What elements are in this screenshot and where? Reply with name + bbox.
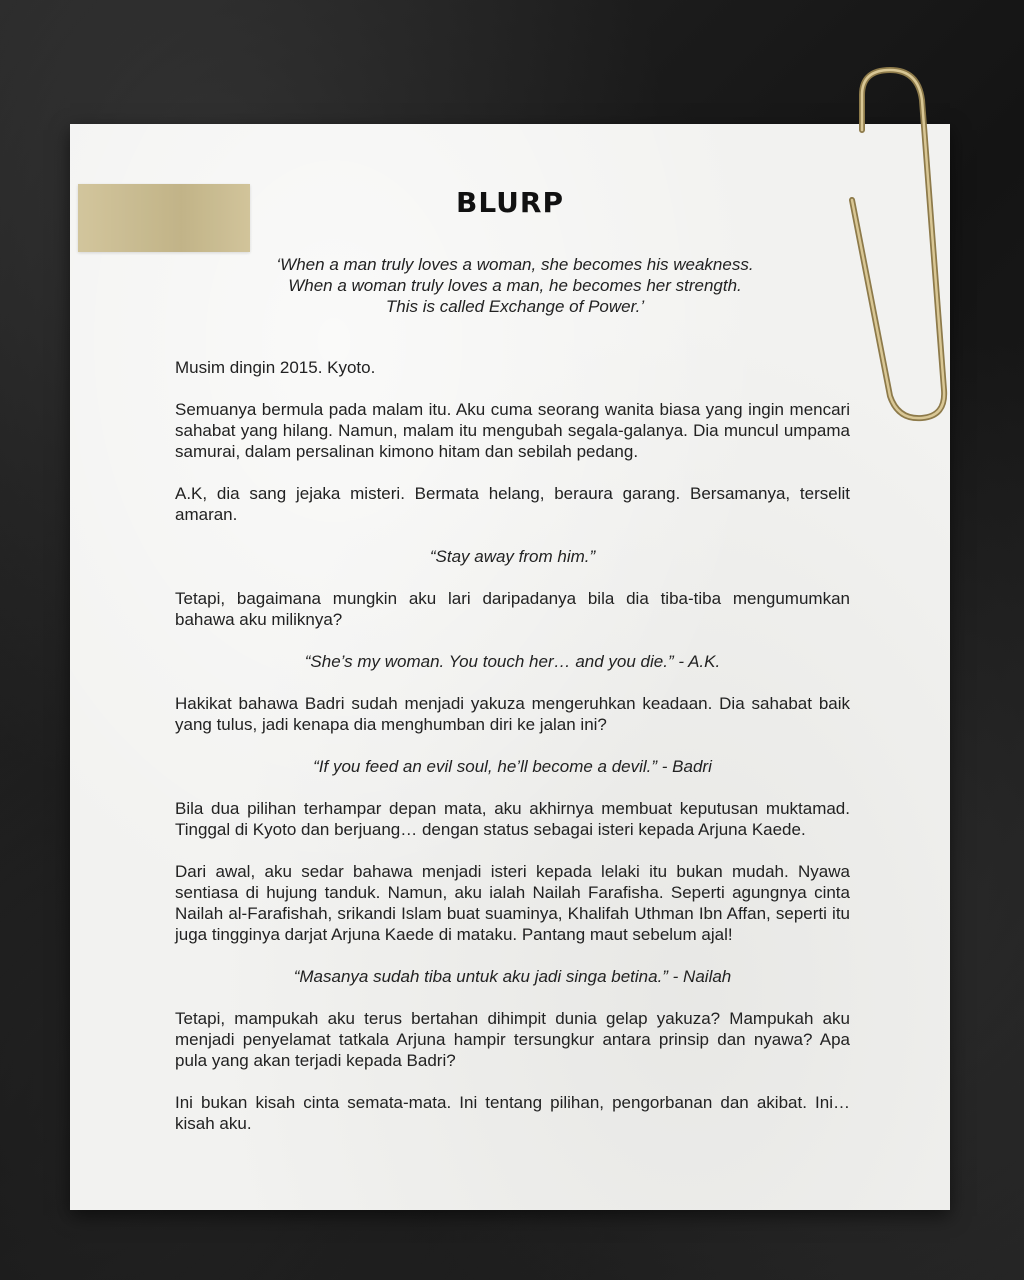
paragraph: Musim dingin 2015. Kyoto. — [175, 358, 376, 377]
epigraph-line: When a woman truly loves a man, he becomes her strength. — [288, 276, 742, 295]
paragraph: Semuanya bermula pada malam itu. Aku cuma seorang wanita biasa yang ingin mencari sahabat yang hilang. Namun, malam itu mengubah segala-galanya. Dia muncul umpama samurai, dalam persalinan kimono hitam dan sebilah pedang. — [175, 400, 850, 461]
paragraph: Tetapi, mampukah aku terus bertahan dihimpit dunia gelap yakuza? Mampukah aku menjadi penyelamat tatkala Arjuna hampir tersungkur antara prinsip dan nyawa? Apa pula yang akan terjadi kepada Badri? — [175, 1009, 850, 1070]
quote: “She’s my woman. You touch her… and you die.” - A.K. — [304, 652, 721, 671]
epigraph — [200, 254, 830, 317]
paragraph: Tetapi, bagaimana mungkin aku lari daripadanya bila dia tiba-tiba mengumumkan bahawa aku miliknya? — [175, 589, 850, 629]
blurb-body — [175, 357, 850, 1134]
epigraph-line: ‘When a man truly loves a woman, she becomes his weakness. — [276, 255, 754, 274]
paragraph: Dari awal, aku sedar bahawa menjadi isteri kepada lelaki itu bukan mudah. Nyawa sentiasa di hujung tanduk. Namun, aku ialah Nailah Farafisha. Seperti agungnya cinta Nailah al-Farafishah, srikandi Islam buat suaminya, Khalifah Uthman Ibn Affan, seperti itu juga tingginya darjat Arjuna Kaede di mataku. Pantang maut sebelum ajal! — [175, 862, 850, 944]
quote: “If you feed an evil soul, he’ll become a devil.” - Badri — [313, 757, 712, 776]
quote: “Stay away from him.” — [429, 547, 596, 566]
quote: “Masanya sudah tiba untuk aku jadi singa betina.” - Nailah — [293, 967, 732, 986]
paragraph: Ini bukan kisah cinta semata-mata. Ini tentang pilihan, pengorbanan dan akibat. Ini… kisah aku. — [175, 1093, 850, 1133]
epigraph-line: This is called Exchange of Power.’ — [385, 297, 645, 316]
page-title: BLURP — [455, 186, 564, 219]
paragraph: Bila dua pilihan terhampar depan mata, aku akhirnya membuat keputusan muktamad. Tinggal di Kyoto dan berjuang… dengan status sebagai isteri kepada Arjuna Kaede. — [175, 799, 850, 839]
paragraph: Hakikat bahawa Badri sudah menjadi yakuza mengeruhkan keadaan. Dia sahabat baik yang tulus, jadi kenapa dia menghumban diri ke jalan ini? — [175, 694, 850, 734]
paragraph: A.K, dia sang jejaka misteri. Bermata helang, beraura garang. Bersamanya, terselit amaran. — [175, 484, 850, 524]
paperclip-icon — [840, 60, 960, 430]
